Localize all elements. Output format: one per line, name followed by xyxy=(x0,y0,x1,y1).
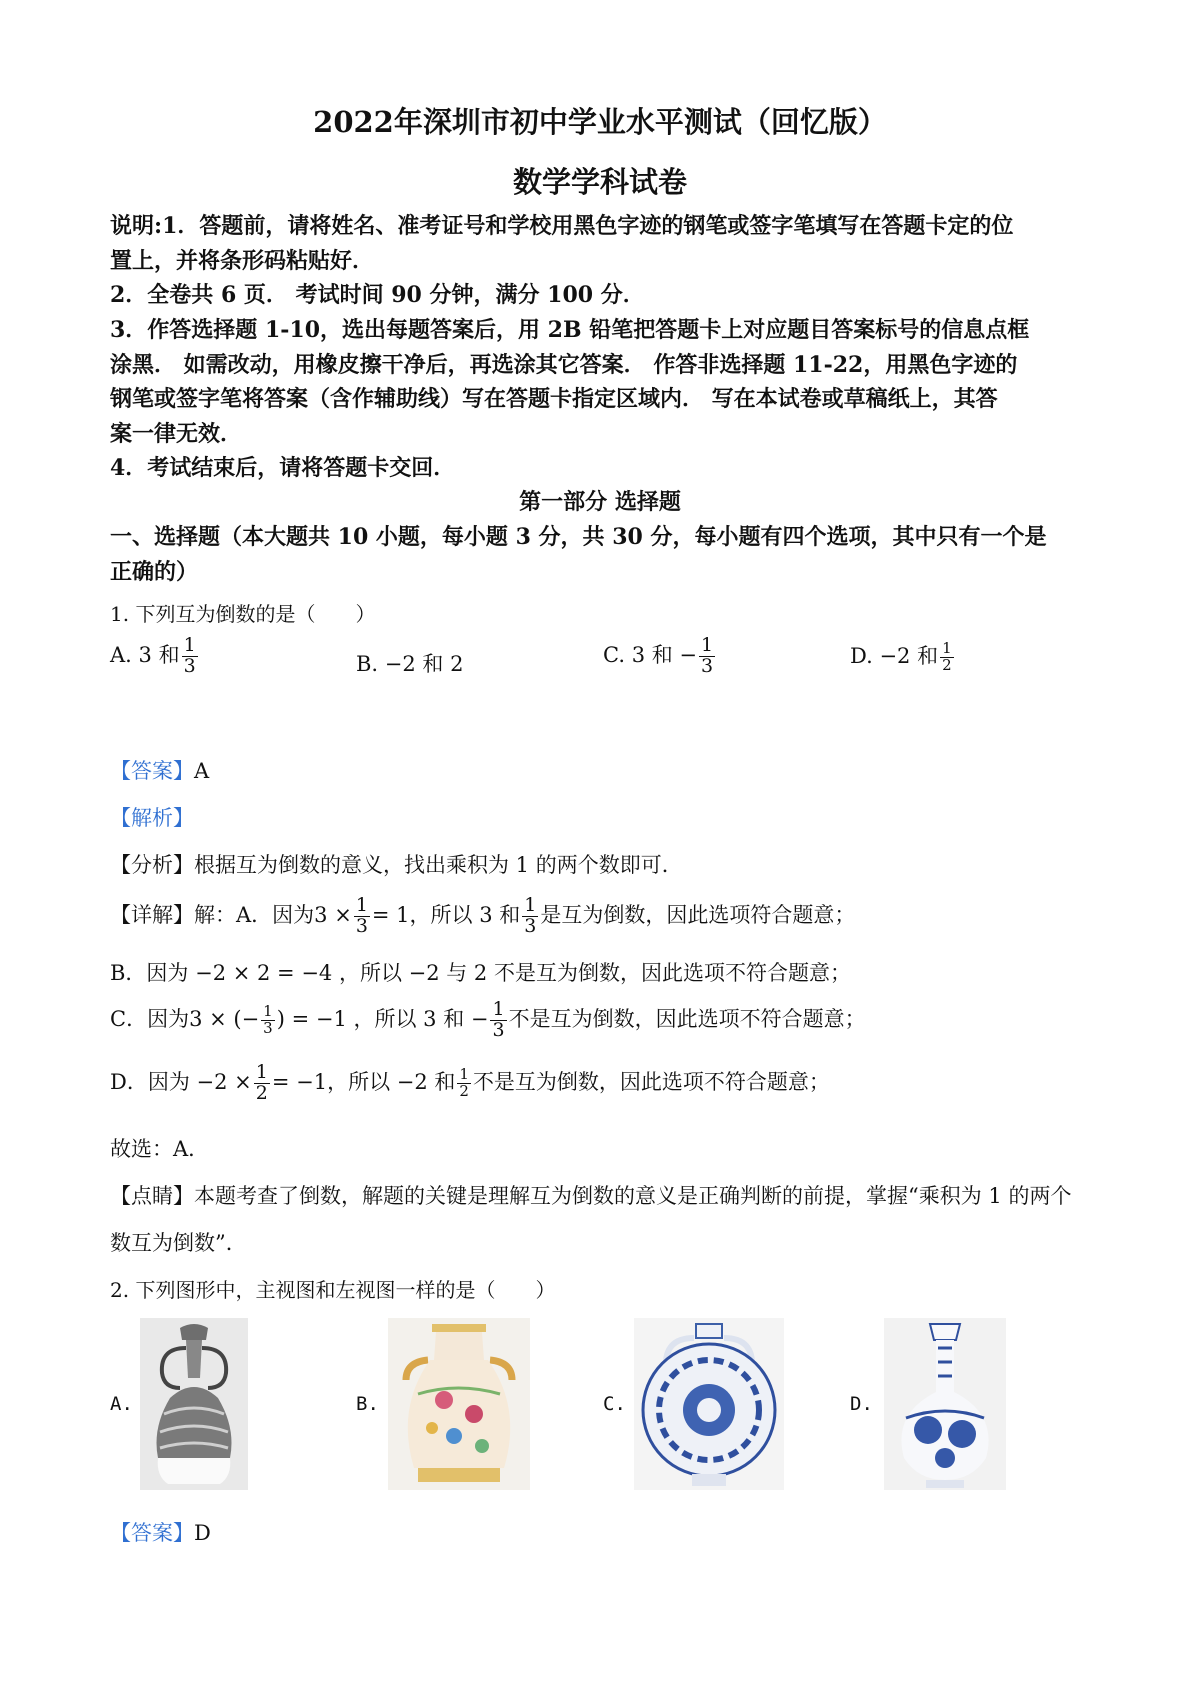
option-text: 3 和 xyxy=(138,642,180,667)
instruction-line: 案一律无效． xyxy=(110,421,243,447)
q1-fenxi: 【分析】根据互为倒数的意义，找出乘积为 1 的两个数即可． xyxy=(110,853,683,877)
page-subtitle: 数学学科试卷 xyxy=(512,165,687,199)
q1-option-d xyxy=(850,640,956,674)
instruction-line: 置上，并将条形码粘贴好． xyxy=(110,248,375,274)
q1-dianjing: 数互为倒数”． xyxy=(110,1231,247,1255)
instruction-line: 钢笔或签字笔将答案（含作辅助线）写在答题卡指定区域内． 写在本试卷或草稿纸上，其答 xyxy=(110,386,998,412)
instruction-line: 2．全卷共 6 页． 考试时间 90 分钟，满分 100 分． xyxy=(110,282,645,308)
fraction: $\frac{1}{3}$ xyxy=(183,634,196,677)
option-label: B. xyxy=(356,652,379,676)
vase-b-image xyxy=(388,1318,530,1490)
fraction: $\frac{1}{3}$ xyxy=(263,1002,273,1037)
section-heading: 正确的） xyxy=(110,559,199,585)
instruction-line: 4．考试结束后，请将答题卡交回． xyxy=(110,455,456,481)
fraction: $\frac{1}{2}$ xyxy=(942,639,952,674)
q1-option-a xyxy=(110,636,200,677)
detail-text: 不是互为倒数，因此选项不符合题意； xyxy=(508,1006,866,1031)
detail-text: 是互为倒数，因此选项符合题意； xyxy=(540,902,856,927)
option-label: D. xyxy=(850,644,873,668)
q1-dianjing: 【点睛】本题考查了倒数，解题的关键是理解互为倒数的意义是正确判断的前提，掌握“乘积为 1 的两个 xyxy=(110,1184,1072,1208)
question-2-stem: 2. 下列图形中，主视图和左视图一样的是（ ） xyxy=(110,1278,556,1302)
part-title: 第一部分 选择题 xyxy=(519,489,681,515)
q2-answer xyxy=(110,1517,211,1547)
q1-detail-line-3 xyxy=(110,1000,866,1041)
option-label: A. xyxy=(110,642,132,667)
q1-detail-line-2: B．因为 −2 × 2 = −4 ，所以 −2 与 2 不是互为倒数，因此选项不符合题意； xyxy=(110,961,851,985)
detail-text: D．因为 −2 × xyxy=(110,1069,252,1094)
detail-text: = 1，所以 3 和 xyxy=(371,902,521,927)
vase-a-image xyxy=(140,1318,248,1490)
answer-value: A xyxy=(194,759,210,783)
q2-option-b-label: B. xyxy=(356,1393,379,1415)
fraction: $\frac{1}{3}$ xyxy=(355,894,368,937)
q1-analysis-tag: 【解析】 xyxy=(110,806,194,830)
fraction: $\frac{1}{3}$ xyxy=(701,634,714,677)
q2-option-a-label: A. xyxy=(110,1393,133,1415)
q2-option-c-label: C. xyxy=(603,1393,626,1415)
option-text: −2 和 xyxy=(879,644,939,668)
detail-text: 不是互为倒数，因此选项不符合题意； xyxy=(472,1069,830,1094)
fraction: $\frac{1}{2}$ xyxy=(459,1065,469,1100)
option-label: C. xyxy=(603,642,625,667)
detail-tag: 【详解】 xyxy=(110,902,194,927)
detail-text: = −1，所以 −2 和 xyxy=(271,1069,456,1094)
option-text: 3 和 − xyxy=(631,642,697,667)
vase-d-image xyxy=(884,1318,1006,1490)
q1-answer xyxy=(110,755,209,785)
instruction-line: 涂黑． 如需改动，用橡皮擦干净后，再选涂其它答案． 作答非选择题 11-22，用黑色字迹的 xyxy=(110,352,1018,378)
fraction: $\frac{1}{2}$ xyxy=(255,1061,268,1104)
q1-option-b xyxy=(356,648,463,678)
option-text: −2 和 2 xyxy=(384,652,464,676)
detail-text: 解：A．因为3 × xyxy=(194,902,352,927)
detail-text: C．因为3 × (− xyxy=(110,1006,260,1031)
q1-option-c xyxy=(603,636,717,677)
answer-tag: 【答案】 xyxy=(110,759,194,783)
fraction: $\frac{1}{3}$ xyxy=(524,894,537,937)
question-1-stem: 1. 下列互为倒数的是（ ） xyxy=(110,602,376,626)
instruction-line: 3．作答选择题 1-10，选出每题答案后，用 2B 铅笔把答题卡上对应题目答案标号的信息点框 xyxy=(110,317,1030,343)
q1-choice: 故选：A． xyxy=(110,1137,210,1161)
answer-value: D xyxy=(194,1521,211,1545)
detail-text: ) = −1 ，所以 3 和 − xyxy=(276,1006,489,1031)
vase-c-image xyxy=(634,1318,784,1490)
instruction-line: 说明:1．答题前，请将姓名、准考证号和学校用黑色字迹的钢笔或签字笔填写在答题卡定的位 xyxy=(110,213,1014,239)
q1-detail-line-1 xyxy=(110,896,855,937)
q2-option-d-label: D. xyxy=(850,1393,873,1415)
page-title: 2022年深圳市初中学业水平测试（回忆版） xyxy=(313,105,887,139)
fraction: $\frac{1}{3}$ xyxy=(492,998,505,1041)
section-heading: 一、选择题（本大题共 10 小题，每小题 3 分，共 30 分，每小题有四个选项，其中只有一个是 xyxy=(110,524,1047,550)
q1-detail-line-4 xyxy=(110,1063,830,1104)
answer-tag: 【答案】 xyxy=(110,1521,194,1545)
